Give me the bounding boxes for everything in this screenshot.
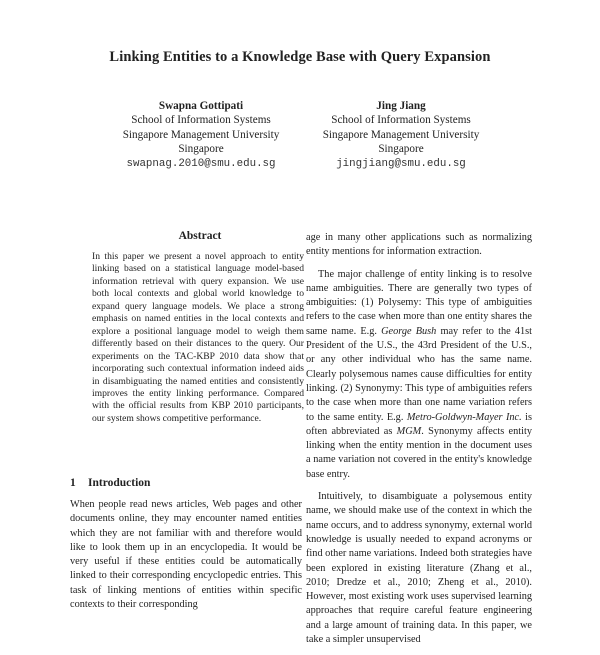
intro-paragraph: When people read news articles, Web pages and other documents online, they may encounter named entities which they are not familiar with and therefore would like to look them up in an encyclopedia. It would be very useful if these entities could be automatically linked to their corresponding encyclopedic entries. This task of linking mentions of entities within specific contexts to their corresponding — [70, 499, 302, 611]
author-email: jingjiang@smu.edu.sg — [336, 157, 466, 170]
right-column — [306, 231, 532, 655]
section-number: 1 — [70, 477, 76, 489]
author-name: Swapna Gottipati — [158, 100, 244, 112]
right-paragraph-3: Intuitively, to disambiguate a polysemous entity name, we should make use of the context in which the name occurs, and to address synonymy, external world knowledge is usually needed to expand acronyms or find other name variations. Indeed both strategies have been explored in existing literature (Zhang et al., 2010; Dredze et al., 2010; Zheng et al., 2010). However, most existing work uses supervised learning approaches that require careful feature engineering and a large amount of training data. In this paper, we take a simpler unsupervised — [306, 491, 532, 646]
paper-title: Linking Entities to a Knowledge Base with Query Expansion — [109, 49, 491, 65]
italic-entity: George Bush — [381, 325, 437, 337]
section-title: Introduction — [88, 477, 151, 489]
text-span: may refer to the 41st President of the U.S., the 43rd President of the U.S., or any other individual who has the same name. Clearly polysemous names cause difficulties for entity linking. (2) Synonymy: This type of ambiguities refers to the case when more than one name variation refers to the same entity. E.g. — [306, 325, 532, 423]
abstract-text: In this paper we present a novel approach to entity linking based on a statistical language model-based information retrieval with query expansion. We use both local contexts and global world knowledge to expand query language models. We place a strong emphasis on named entities in the local contexts and explore a positional language model to weigh them differently based on their distances to the query. Our experiments on the TAC-KBP 2010 data show that incorporating such contextual information indeed aids in disambiguating the named entities and consistently improves the entity linking performance. Compared with the official results from KBP 2010 participants, our system shows competitive performance. — [92, 251, 304, 424]
right-paragraph-2 — [306, 268, 532, 482]
author-affiliation: School of Information Systems — [331, 114, 471, 127]
author-email: swapnag.2010@smu.edu.sg — [126, 157, 276, 170]
italic-entity: MGM — [396, 425, 422, 437]
section-heading — [70, 477, 150, 489]
italic-entity: Metro-Goldwyn-Mayer Inc. — [406, 411, 522, 423]
author-institution: Singapore Management University — [322, 128, 480, 141]
author-name: Jing Jiang — [376, 100, 426, 112]
text-span: The major challenge of entity linking is to resolve name ambiguities. There are generally two types of ambiguities: (1) Polysemy: This type of ambiguities refers to the case when more than one entity shares the same name. E.g. — [306, 268, 532, 337]
author-block-2 — [281, 99, 521, 171]
author-institution: Singapore Management University — [122, 128, 280, 141]
text-span: . Synonymy affects entity linking when the entity mention in the document uses a name variation not covered in the entity's knowledge base entry. — [306, 425, 533, 480]
author-country: Singapore — [378, 143, 424, 156]
author-affiliation: School of Information Systems — [131, 114, 271, 127]
author-country: Singapore — [178, 143, 224, 156]
right-paragraph-1: age in many other applications such as normalizing entity mentions for information extraction. — [306, 232, 532, 258]
abstract-heading: Abstract — [178, 230, 222, 242]
text-span: is often abbreviated as — [306, 411, 533, 437]
